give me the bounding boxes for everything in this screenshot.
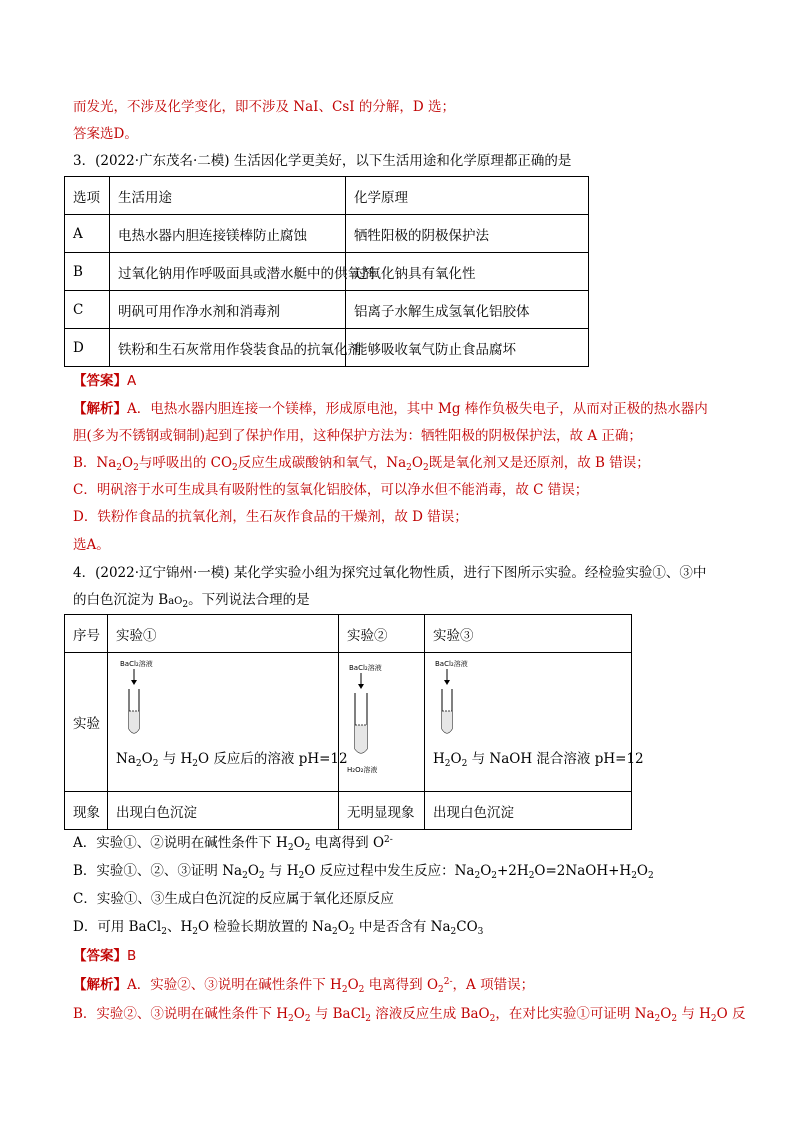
- question-3-answer: [73, 369, 136, 389]
- subscript: 2: [192, 759, 199, 769]
- subscript: 2: [182, 600, 189, 610]
- text: pH=12: [298, 751, 348, 767]
- experiment-1-cell: [108, 653, 348, 792]
- subscript: 2: [444, 759, 451, 769]
- text: O: [347, 977, 359, 993]
- subscript: 2: [288, 1014, 294, 1024]
- table-header: 实验②: [339, 615, 425, 653]
- subscript: 2: [438, 985, 444, 995]
- option-d: [73, 915, 483, 935]
- text: aO: [168, 596, 183, 607]
- text: O: [411, 455, 423, 471]
- text: 与呼吸出的 CO: [138, 455, 233, 471]
- table-cell: 电热水器内胆连接镁棒防止腐蚀: [110, 215, 346, 253]
- subscript: 2: [232, 463, 238, 473]
- table-row: [65, 253, 589, 291]
- subscript: 2: [242, 871, 248, 881]
- text: A．实验①、②说明在碱性条件下 H: [73, 835, 288, 851]
- text: 中是否含有 Na: [354, 919, 451, 935]
- tube-label: H₂O₂溶液: [347, 766, 378, 774]
- experiment-3-cell: [425, 653, 644, 792]
- superscript: 2-: [443, 977, 453, 987]
- question-4-table: [64, 614, 644, 830]
- table-header: 生活用途: [110, 177, 346, 215]
- text: 混合溶液: [532, 751, 595, 767]
- table-row: [65, 329, 589, 367]
- question-3-table: [64, 176, 589, 367]
- text: 反应后的溶液: [209, 751, 299, 767]
- text: O=2NaOH+H: [534, 863, 632, 879]
- subscript: 2: [161, 927, 167, 937]
- subscript: 2: [461, 759, 468, 769]
- text: O: [660, 1006, 672, 1022]
- text: O: [480, 863, 492, 879]
- subscript: 2: [358, 985, 365, 995]
- table-cell: 明矾可用作净水剂和消毒剂: [110, 291, 346, 329]
- table-row: [65, 792, 632, 830]
- table-header-row: [65, 177, 589, 215]
- text: O: [122, 455, 134, 471]
- text: ，A 项错误；: [452, 977, 535, 993]
- question-3-stem: 3．(2022·广东茂名·二模) 生活因化学更美好，以下生活用途和化学原理都正确的是: [73, 153, 572, 169]
- table-cell: 现象: [65, 792, 108, 830]
- subscript: 2: [304, 1014, 311, 1024]
- text: O: [293, 1006, 305, 1022]
- table-cell: 出现白色沉淀: [108, 792, 339, 830]
- subscript: 2: [258, 871, 265, 881]
- question-4-answer: [73, 944, 136, 964]
- table-cell: C: [65, 291, 110, 329]
- prev-answer-line: 而发光，不涉及化学变化，即不涉及 NaI、CsI 的分解，D 选；: [73, 99, 455, 115]
- subscript: 2: [304, 843, 311, 853]
- table-cell: 能够吸收氧气防止食品腐坏: [346, 329, 589, 367]
- analysis-tag: 【解析】: [73, 977, 127, 993]
- subscript: 2: [631, 871, 637, 881]
- option-b: [73, 859, 654, 879]
- analysis-conclusion: 选A。: [73, 537, 110, 553]
- text: A．实验②、③说明在碱性条件下 H: [127, 977, 342, 993]
- analysis-a-line-1: [73, 397, 708, 417]
- prev-answer-conclusion: 答案选D。: [73, 126, 138, 142]
- table-cell: 铝离子水解生成氢氧化铝胶体: [346, 291, 589, 329]
- text: O: [141, 751, 153, 767]
- subscript: 2: [348, 927, 355, 937]
- table-header: 选项: [65, 177, 110, 215]
- table-header-row: [65, 615, 632, 653]
- experiment-1-caption: [116, 747, 348, 767]
- table-cell: 无明显现象: [339, 792, 425, 830]
- answer-tag: 【答案】: [73, 373, 127, 389]
- subscript: 2: [654, 1014, 661, 1024]
- table-cell: A: [65, 215, 110, 253]
- text: O 反: [716, 1006, 746, 1022]
- text: 电离得到 O: [364, 977, 439, 993]
- text: 与 BaCl: [310, 1006, 366, 1022]
- subscript: 2: [710, 1014, 717, 1024]
- test-tube-icon: [353, 673, 373, 759]
- table-cell: 实验: [65, 653, 108, 792]
- text: B．实验②、③说明在碱性条件下 H: [73, 1006, 288, 1022]
- table-cell: 出现白色沉淀: [425, 792, 632, 830]
- subscript: 2: [671, 1014, 678, 1024]
- text: Na: [116, 751, 136, 767]
- reagent-label: BaCl₂溶液: [435, 660, 468, 668]
- option-c: C．实验①、③生成白色沉淀的反应属于氧化还原反应: [73, 891, 394, 907]
- text: CO: [456, 919, 478, 935]
- table-row: [65, 291, 589, 329]
- text: O: [450, 751, 462, 767]
- text: O 反应过程中发生反应：Na: [304, 863, 475, 879]
- experiment-2-cell: [339, 653, 425, 792]
- text: O: [636, 863, 648, 879]
- subscript: 2: [450, 927, 457, 937]
- subscript: 2: [192, 927, 198, 937]
- text: H: [180, 751, 193, 767]
- text: 反应生成碳酸钠和氧气，Na: [237, 455, 407, 471]
- text: 与: [158, 751, 181, 767]
- text: B．Na: [73, 455, 117, 471]
- text: 既是氧化剂又是还原剂，故 B 错误；: [428, 455, 650, 471]
- text: D．可用 BaCl: [73, 919, 162, 935]
- text: O: [337, 919, 349, 935]
- question-4-stem-line-1: 4．(2022·辽宁锦州·一模) 某化学实验小组为探究过氧化物性质，进行下图所示实验。经检验实验①、③中: [73, 565, 707, 581]
- text: O: [247, 863, 259, 879]
- analysis-b-line: [73, 451, 650, 471]
- answer-tag: 【答案】: [73, 948, 127, 964]
- subscript: 2: [406, 463, 412, 473]
- analysis-c-line: C．明矾溶于水可生成具有吸附性的氢氧化铝胶体，可以净水但不能消毒，故 C 错误；: [73, 482, 589, 498]
- analysis-a-line: [73, 973, 534, 993]
- subscript: 2: [474, 871, 481, 881]
- subscript: 3: [477, 927, 484, 937]
- table-cell: 过氧化钠具有氧化性: [346, 253, 589, 291]
- subscript: 2: [332, 927, 338, 937]
- analysis-b-line: [73, 1002, 746, 1022]
- superscript: 2-: [384, 835, 393, 845]
- table-header: 实验③: [425, 615, 632, 653]
- subscript: 2: [341, 985, 348, 995]
- text: +2H: [497, 863, 529, 879]
- text: 的白色沉淀为 B: [73, 592, 169, 608]
- subscript: 2: [152, 759, 159, 769]
- test-tube-icon: [439, 669, 459, 739]
- text: O 检验长期放置的 Na: [197, 919, 332, 935]
- test-tube-icon: [126, 669, 146, 739]
- table-header: 化学原理: [346, 177, 589, 215]
- subscript: 2: [648, 871, 654, 881]
- subscript: 2: [365, 1014, 371, 1024]
- text: O: [198, 751, 210, 767]
- table-cell: 过氧化钠用作呼吸面具或潜水艇中的供氧剂: [110, 253, 346, 291]
- subscript: 2: [491, 871, 497, 881]
- text: pH=12: [594, 751, 644, 767]
- answer-value: B: [127, 948, 137, 964]
- subscript: 2: [133, 463, 139, 473]
- text: ，在对比实验①可证明 Na: [495, 1006, 655, 1022]
- experiment-3-caption: [433, 747, 644, 767]
- subscript: 2: [298, 871, 305, 881]
- text: O: [293, 835, 305, 851]
- subscript: 2: [287, 843, 294, 853]
- text: 与: [467, 751, 490, 767]
- text: B．实验①、②、③证明 Na: [73, 863, 243, 879]
- answer-value: A: [127, 373, 137, 389]
- table-cell: B: [65, 253, 110, 291]
- table-cell: D: [65, 329, 110, 367]
- table-row: [65, 653, 632, 792]
- table-cell: 牺牲阳极的阴极保护法: [346, 215, 589, 253]
- text: NaOH: [489, 751, 533, 767]
- reagent-label: BaCl₂溶液: [120, 660, 153, 668]
- text: 、H: [166, 919, 193, 935]
- reagent-label: BaCl₂溶液: [349, 664, 382, 672]
- table-header: 序号: [65, 615, 108, 653]
- text: 溶液反应生成 BaO: [370, 1006, 490, 1022]
- analysis-a-line-2: 胆(多为不锈钢或铜制)起到了保护作用，这种保护方法为：牺牲阳极的阴极保护法，故 A 正确；: [73, 428, 642, 444]
- table-cell: 铁粉和生石灰常用作袋装食品的抗氧化剂: [110, 329, 346, 367]
- text: 与 H: [677, 1006, 711, 1022]
- subscript: 2: [489, 1014, 496, 1024]
- subscript: 2: [116, 463, 123, 473]
- question-4-stem-line-2: [73, 588, 310, 608]
- text: 。下列说法合理的是: [188, 592, 310, 608]
- table-row: [65, 215, 589, 253]
- analysis-text: A．电热水器内胆连接一个镁棒，形成原电池，其中 Mg 棒作负极失电子，从而对正极的热水器内: [127, 401, 708, 417]
- analysis-d-line: D．铁粉作食品的抗氧化剂，生石灰作食品的干燥剂，故 D 错误；: [73, 509, 468, 525]
- text: 电离得到 O: [310, 835, 385, 851]
- text: H: [433, 751, 445, 767]
- text: 与 H: [264, 863, 299, 879]
- subscript: 2: [422, 463, 429, 473]
- subscript: 2: [135, 759, 142, 769]
- table-header: 实验①: [108, 615, 339, 653]
- analysis-tag: 【解析】: [73, 401, 127, 417]
- subscript: 2: [528, 871, 535, 881]
- option-a: [73, 831, 393, 851]
